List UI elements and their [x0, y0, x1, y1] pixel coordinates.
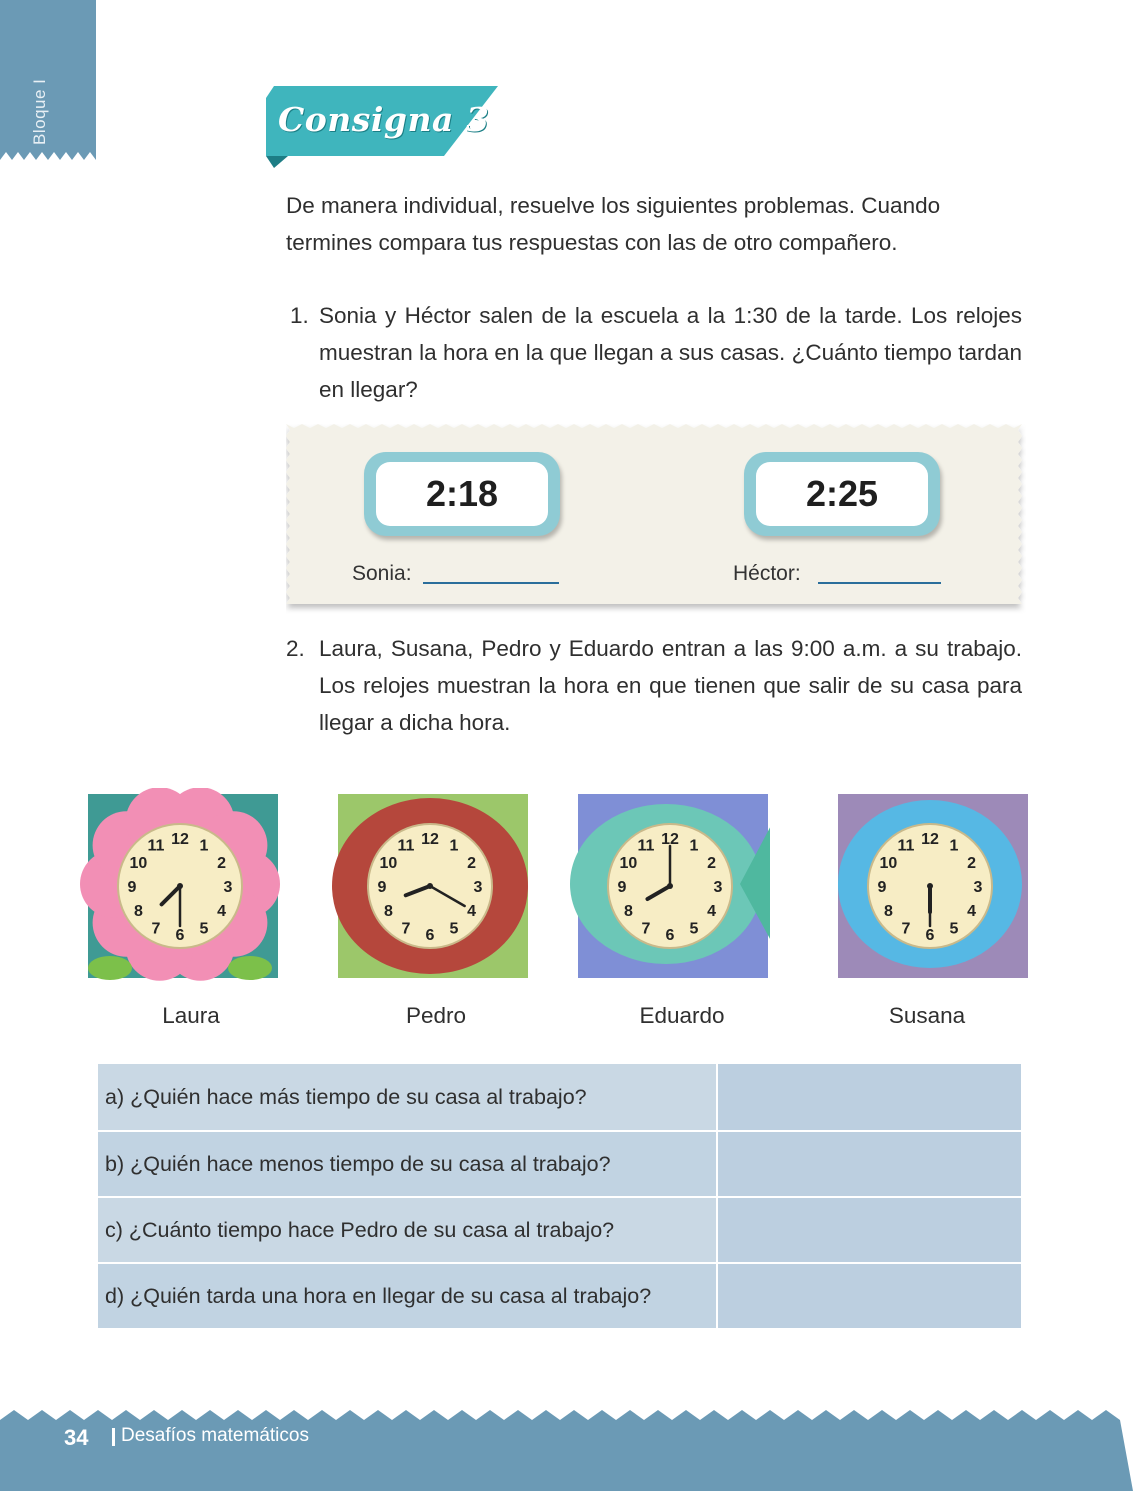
svg-text:9: 9 — [877, 879, 887, 896]
hector-answer-line[interactable] — [818, 582, 941, 584]
sonia-answer-line[interactable] — [423, 582, 559, 584]
answer-a-cell[interactable] — [718, 1064, 1021, 1130]
pedro-name: Pedro — [405, 1003, 467, 1028]
svg-text:8: 8 — [383, 903, 393, 920]
question-b: b) ¿Quién hace menos tiempo de su casa al trabajo? — [98, 1132, 718, 1196]
svg-text:6: 6 — [665, 927, 675, 944]
time-card — [286, 424, 1026, 614]
svg-text:12: 12 — [921, 831, 939, 848]
svg-text:6: 6 — [175, 927, 185, 944]
question-1-number: 1. — [290, 303, 309, 328]
sonia-label: Sonia: — [352, 562, 412, 585]
svg-text:1: 1 — [199, 837, 209, 855]
sonia-time: 2:18 — [376, 462, 548, 526]
answer-c-cell[interactable] — [718, 1198, 1021, 1262]
svg-text:1: 1 — [449, 837, 459, 855]
svg-text:11: 11 — [897, 837, 915, 855]
hector-digital-clock — [744, 452, 940, 536]
table-row — [98, 1262, 1021, 1328]
svg-text:8: 8 — [883, 903, 893, 920]
page-number: 34 — [64, 1425, 89, 1450]
hector-time: 2:25 — [756, 462, 928, 526]
question-d: d) ¿Quién tarda una hora en llegar de su casa al trabajo? — [98, 1264, 718, 1328]
svg-text:12: 12 — [171, 831, 189, 848]
question-2-text: Laura, Susana, Pedro y Eduardo entran a las 9:00 a.m. a su trabajo. Los relojes muestran la hora en que tienen que salir de su casa para llegar a dicha hora. — [319, 636, 1022, 735]
svg-text:5: 5 — [949, 920, 959, 938]
consigna-title: Consigna 3 — [278, 100, 490, 139]
svg-text:12: 12 — [421, 831, 439, 848]
svg-text:2: 2 — [707, 855, 717, 872]
answer-b-cell[interactable] — [718, 1132, 1021, 1196]
table-row — [98, 1196, 1021, 1262]
svg-text:5: 5 — [199, 920, 209, 938]
svg-text:2: 2 — [217, 855, 227, 872]
svg-text:11: 11 — [147, 837, 165, 855]
svg-text:3: 3 — [973, 879, 983, 896]
svg-text:10: 10 — [379, 855, 398, 872]
svg-text:7: 7 — [151, 920, 161, 938]
footer-separator — [112, 1428, 115, 1446]
svg-text:3: 3 — [223, 879, 233, 896]
svg-text:10: 10 — [879, 855, 898, 872]
laura-name: Laura — [162, 1003, 220, 1028]
susana-name: Susana — [888, 1003, 966, 1028]
pedro-clock-illustration — [330, 788, 530, 988]
hector-label: Héctor: — [733, 562, 801, 585]
svg-text:5: 5 — [449, 920, 459, 938]
svg-text:4: 4 — [217, 903, 227, 920]
svg-text:9: 9 — [377, 879, 387, 896]
question-c: c) ¿Cuánto tiempo hace Pedro de su casa al trabajo? — [98, 1198, 718, 1262]
questions-table — [98, 1064, 1021, 1328]
svg-text:1: 1 — [689, 837, 699, 855]
svg-text:1: 1 — [949, 837, 959, 855]
svg-text:4: 4 — [467, 903, 477, 920]
sonia-digital-clock — [364, 452, 560, 536]
instructions-text: De manera individual, resuelve los siguientes problemas. Cuando termines compara tus respuestas con las de otro compañero. — [286, 193, 941, 255]
susana-clock-illustration — [830, 788, 1030, 988]
footer-band — [0, 1408, 1133, 1491]
svg-text:9: 9 — [127, 879, 137, 896]
svg-text:4: 4 — [967, 903, 977, 920]
svg-text:10: 10 — [129, 855, 148, 872]
table-row — [98, 1064, 1021, 1130]
block-label: Bloque I — [30, 78, 49, 145]
eduardo-clock-illustration — [570, 788, 770, 988]
question-1-text: Sonia y Héctor salen de la escuela a la 1:30 de la tarde. Los relojes muestran la hora en la que llegan a sus casas. ¿Cuánto tiempo tardan en llegar? — [319, 303, 1022, 402]
svg-text:6: 6 — [925, 927, 935, 944]
svg-text:9: 9 — [617, 879, 627, 896]
svg-text:5: 5 — [689, 920, 699, 938]
svg-text:4: 4 — [707, 903, 717, 920]
table-row — [98, 1130, 1021, 1196]
book-title: Desafíos matemáticos — [121, 1425, 309, 1446]
svg-text:3: 3 — [473, 879, 483, 896]
svg-text:11: 11 — [637, 837, 655, 855]
svg-text:8: 8 — [623, 903, 633, 920]
svg-text:7: 7 — [901, 920, 911, 938]
laura-clock-illustration — [80, 788, 280, 988]
answer-d-cell[interactable] — [718, 1264, 1021, 1328]
question-2-number: 2. — [286, 636, 305, 661]
svg-text:10: 10 — [619, 855, 638, 872]
svg-text:6: 6 — [425, 927, 435, 944]
svg-text:2: 2 — [967, 855, 977, 872]
eduardo-name: Eduardo — [639, 1003, 725, 1028]
svg-text:3: 3 — [713, 879, 723, 896]
svg-text:2: 2 — [467, 855, 477, 872]
svg-text:8: 8 — [133, 903, 143, 920]
svg-text:12: 12 — [661, 831, 679, 848]
svg-text:11: 11 — [397, 837, 415, 855]
question-a: a) ¿Quién hace más tiempo de su casa al trabajo? — [98, 1064, 718, 1130]
svg-text:7: 7 — [641, 920, 651, 938]
svg-text:7: 7 — [401, 920, 411, 938]
